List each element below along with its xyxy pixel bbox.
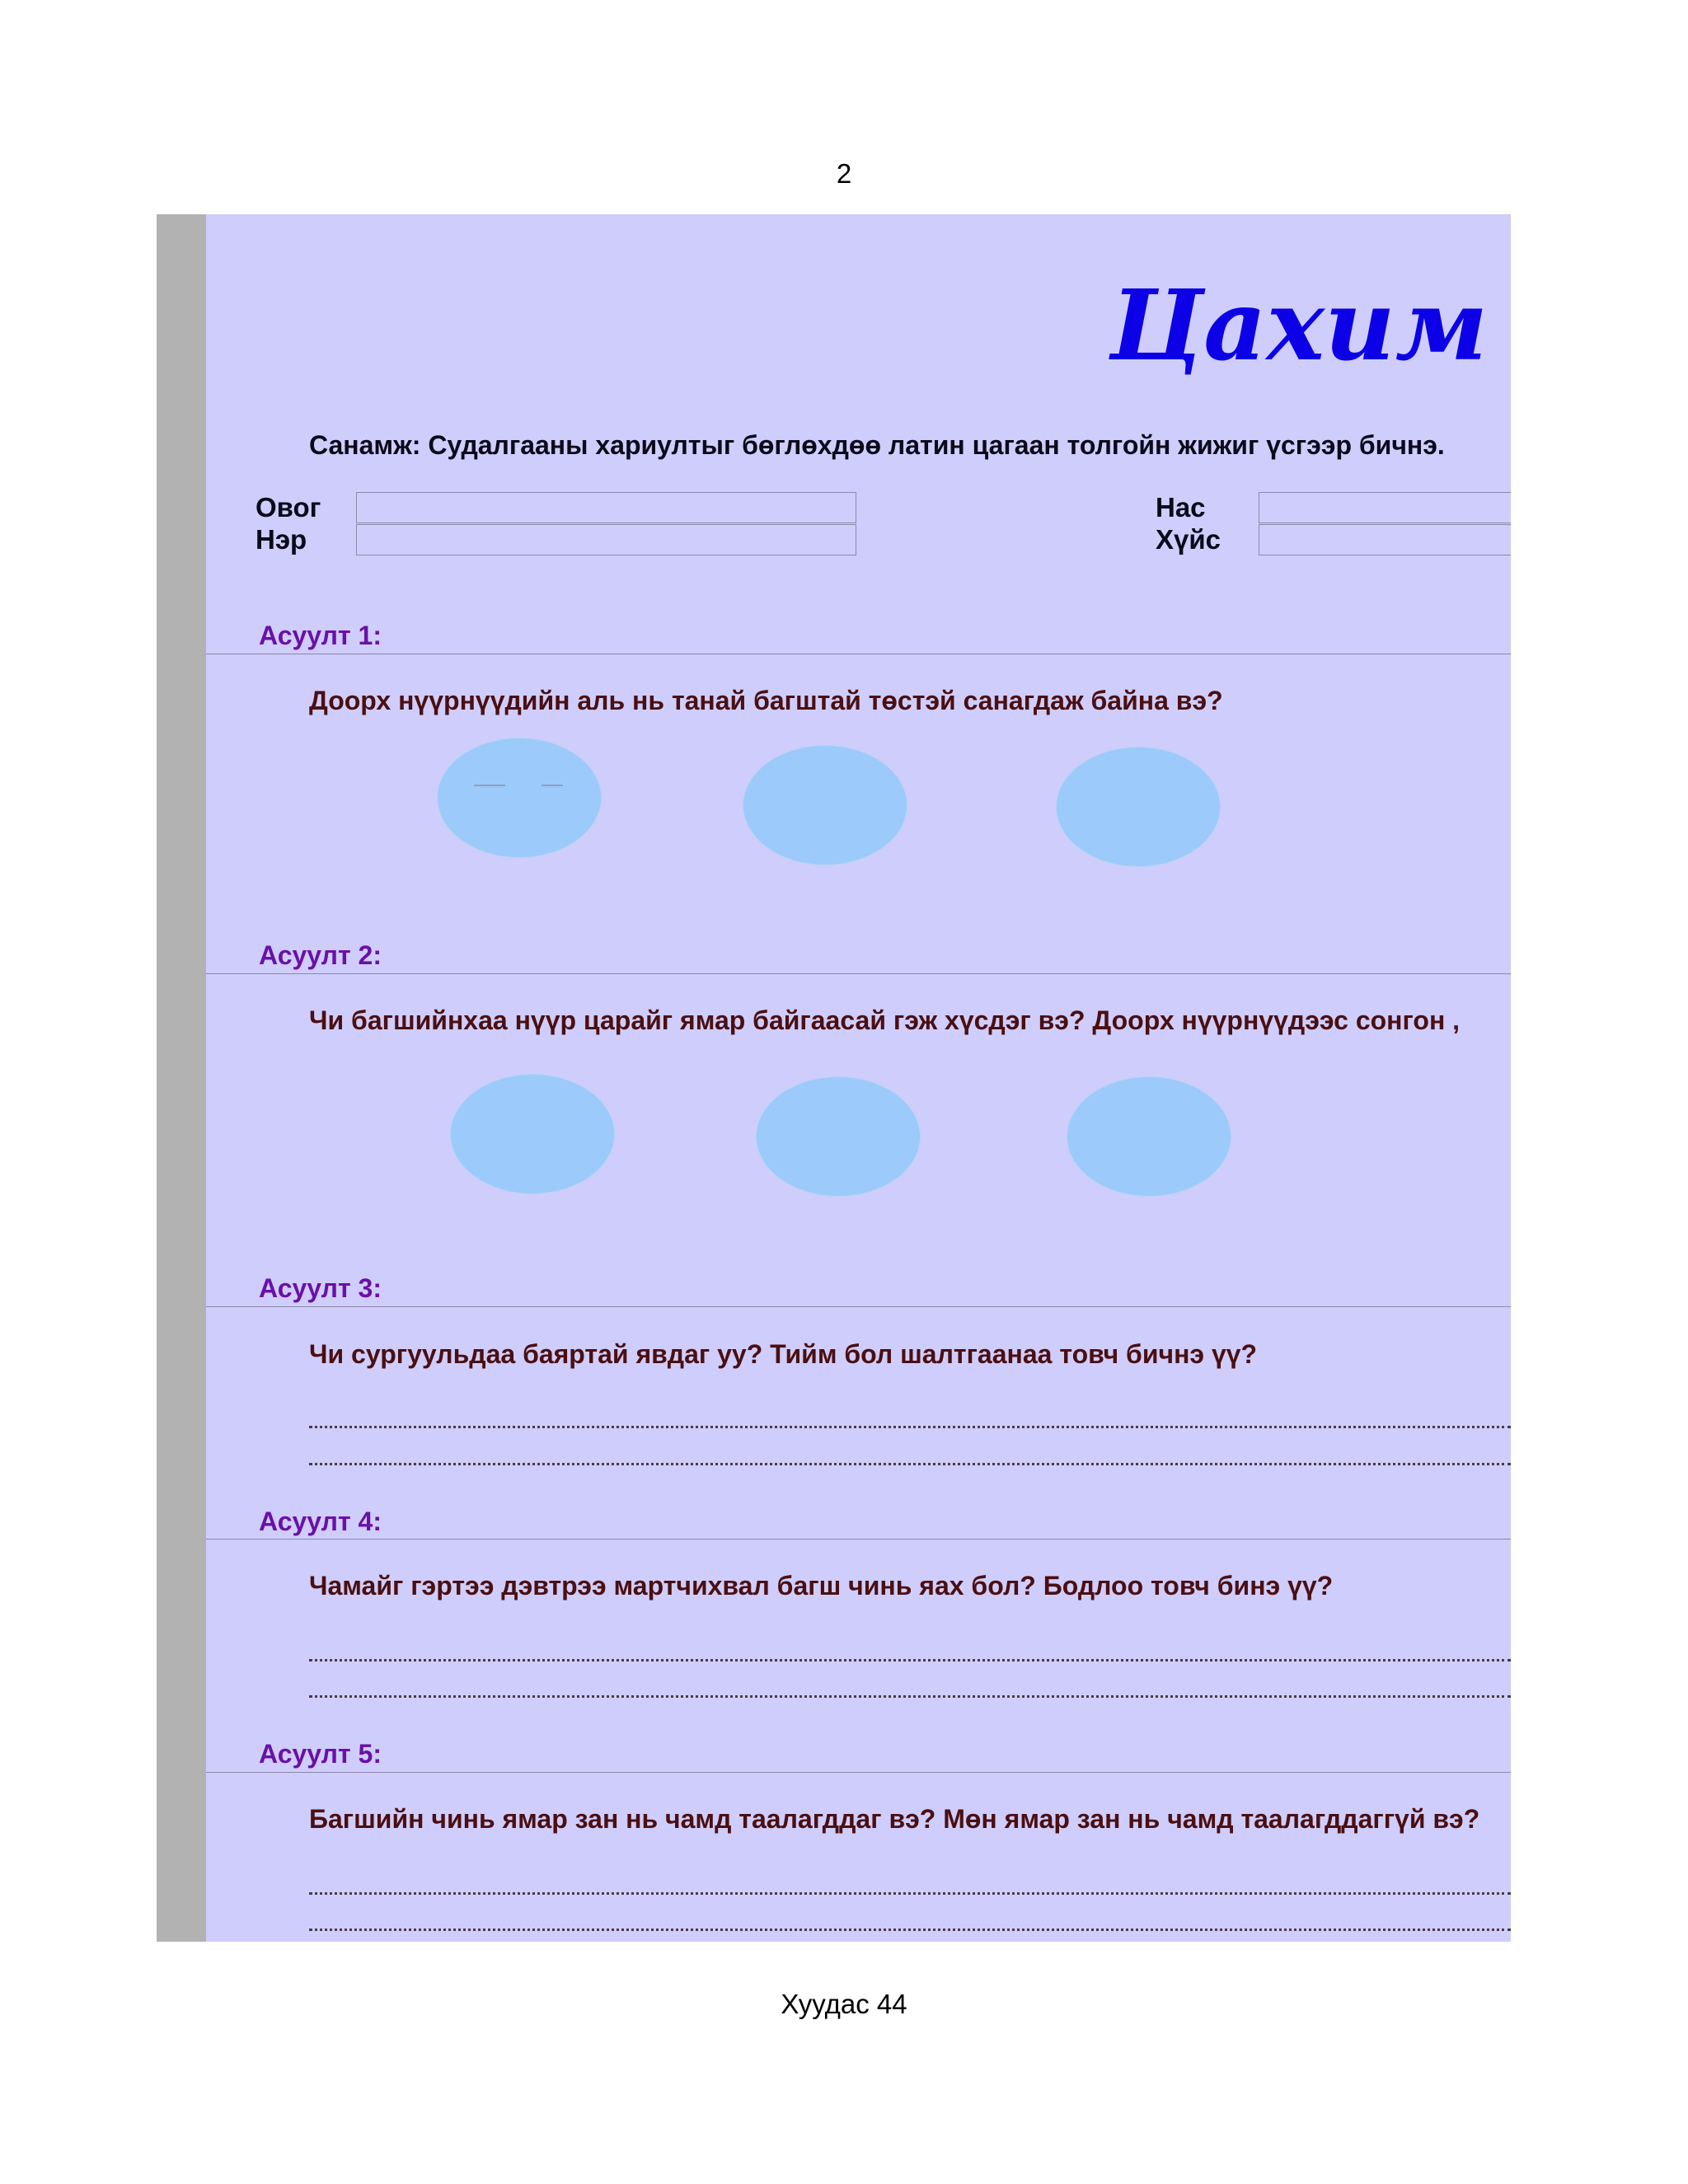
page-number-top: 2 — [836, 158, 852, 189]
page-title: Цахим — [1109, 268, 1488, 382]
face-eye-left — [474, 785, 505, 786]
face-option-2b[interactable] — [756, 1076, 921, 1197]
surname-label: Овог — [256, 492, 321, 523]
sidebar-stripe — [157, 214, 206, 1942]
page-footer: Хуудас 44 — [781, 1989, 907, 2019]
gender-field[interactable] — [1259, 524, 1511, 555]
question-4-label: Асуулт 4: — [259, 1507, 382, 1536]
name-field[interactable] — [356, 524, 856, 555]
answer-line[interactable] — [309, 1695, 1511, 1698]
question-1-label: Асуулт 1: — [259, 621, 382, 650]
surname-field[interactable] — [356, 492, 856, 523]
question-5-divider — [206, 1772, 1511, 1773]
answer-line[interactable] — [309, 1463, 1511, 1465]
question-2-label: Асуулт 2: — [259, 940, 382, 970]
question-2-divider — [206, 973, 1511, 974]
question-3-label: Асуулт 3: — [259, 1273, 382, 1303]
instruction-note: Санамж: Судалгааны хариултыг бөглөхдөө латин цагаан толгойн жижиг үсгээр бичнэ. — [309, 430, 1445, 460]
face-eye-right — [542, 785, 563, 786]
survey-sheet — [157, 214, 1511, 1942]
question-1-text: Доорх нүүрнүүдийн аль нь танай багштай төстэй санагдаж байна вэ? — [309, 686, 1223, 715]
question-5-text: Багшийн чинь ямар зан нь чамд таалагддаг вэ? Мөн ямар зан нь чамд таалагддаггүй вэ? — [309, 1804, 1480, 1834]
question-3-text: Чи сургуульдаа баяртай явдаг уу? Тийм бол шалтгаанаа товч бичнэ үү? — [309, 1339, 1258, 1369]
face-option-2c[interactable] — [1067, 1076, 1231, 1197]
question-2-text: Чи багшийнхаа нүүр царайг ямар байгаасай гэж хүсдэг вэ? Доорх нүүрнүүдээс сонгон , — [309, 1005, 1461, 1035]
answer-line[interactable] — [309, 1929, 1511, 1931]
face-option-1a[interactable] — [437, 738, 602, 858]
answer-line[interactable] — [309, 1659, 1511, 1661]
question-3-divider — [206, 1306, 1511, 1307]
age-label: Нас — [1156, 492, 1206, 523]
question-5-label: Асуулт 5: — [259, 1739, 382, 1769]
answer-line[interactable] — [309, 1892, 1511, 1895]
name-label: Нэр — [256, 524, 307, 555]
face-option-1c[interactable] — [1056, 747, 1221, 867]
answer-line[interactable] — [309, 1426, 1511, 1428]
face-option-2a[interactable] — [450, 1074, 615, 1194]
face-option-1b[interactable] — [743, 745, 907, 865]
age-field[interactable] — [1259, 492, 1511, 523]
question-4-text: Чамайг гэртээ дэвтрээ мартчихвал багш чинь яах бол? Бодлоо товч бинэ үү? — [309, 1571, 1334, 1601]
question-4-divider — [206, 1539, 1511, 1540]
gender-label: Хүйс — [1156, 524, 1221, 555]
